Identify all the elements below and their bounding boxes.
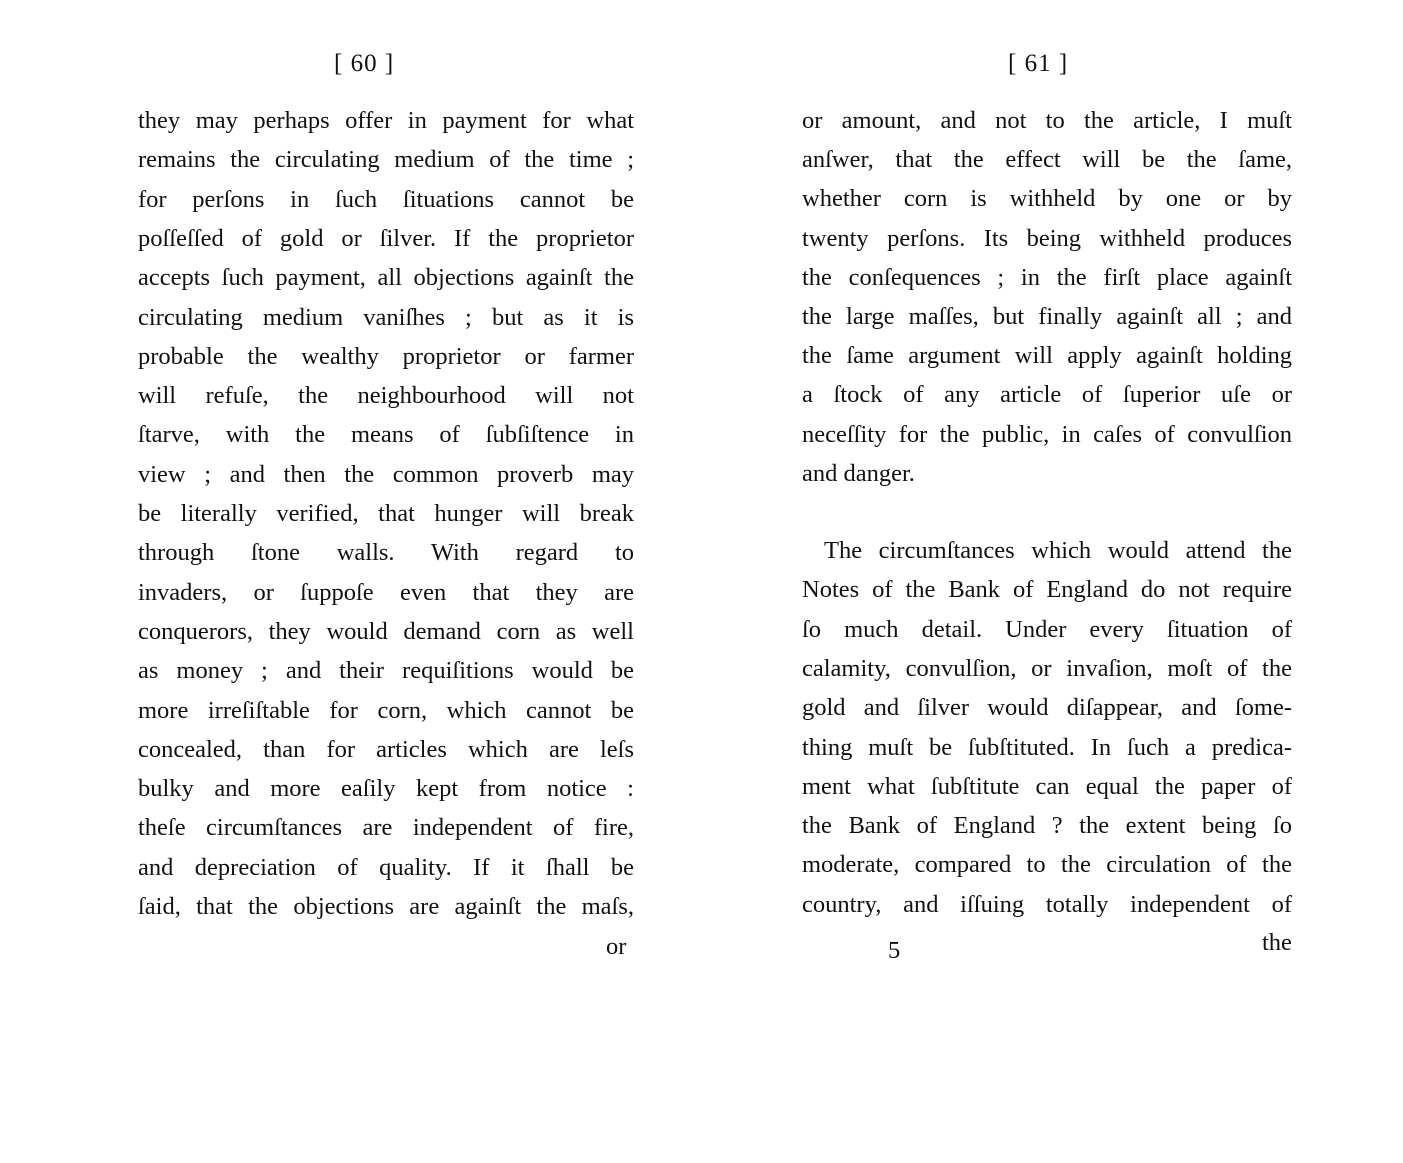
text-line: moderate, compared to the circulation of the [802, 851, 1292, 879]
text-line: ment what ſubſtitute can equal the paper of [802, 772, 1292, 800]
catchword: the [1262, 929, 1292, 956]
text-line: more irreſiſtable for corn, which cannot be [138, 696, 634, 724]
text-line: whether corn is withheld by one or by [802, 185, 1292, 213]
text-line: conquerors, they would demand corn as well [138, 617, 634, 645]
text-line: the ſame argument will apply againſt holding [802, 342, 1292, 370]
right-page [700, 0, 1403, 1163]
text-line: will refuſe, the neighbourhood will not [138, 382, 634, 410]
text-line: twenty perſons. Its being withheld produces [802, 224, 1292, 252]
page-number-header: [ 60 ] [334, 50, 395, 77]
text-line: through ſtone walls. With regard to [138, 539, 634, 567]
catchword: or [606, 933, 627, 960]
text-line: anſwer, that the effect will be the ſame, [802, 146, 1292, 174]
text-line: neceſſity for the public, in caſes of convulſion [802, 420, 1292, 448]
text-line: and depreciation of quality. If it ſhall be [138, 853, 634, 881]
signature-mark: 5 [888, 937, 901, 964]
text-line: invaders, or ſuppoſe even that they are [138, 578, 634, 606]
text-line: Notes of the Bank of England do not require [802, 576, 1292, 604]
text-line: the large maſſes, but finally againſt all ; and [802, 303, 1292, 330]
text-line: accepts ſuch payment, all objections againſt the [138, 264, 634, 292]
text-line: gold and ſilver would diſappear, and ſome- [802, 694, 1292, 722]
text-line: circulating medium vaniſhes ; but as it is [138, 303, 634, 331]
text-line: poſſeſſed of gold or ſilver. If the proprietor [138, 224, 634, 252]
text-line: theſe circumſtances are independent of fire, [138, 814, 634, 842]
text-line: a ſtock of any article of ſuperior uſe or [802, 381, 1292, 409]
text-line: calamity, convulſion, or invaſion, moſt of the [802, 654, 1292, 682]
text-line: the conſequences ; in the firſt place againſt [802, 263, 1292, 291]
text-line: the Bank of England ? the extent being ſo [802, 812, 1292, 840]
text-line: concealed, than for articles which are leſs [138, 735, 634, 763]
text-line: and danger. [802, 459, 915, 487]
text-line: country, and iſſuing totally independent of [802, 890, 1292, 918]
text-line: or amount, and not to the article, I muſt [802, 107, 1292, 134]
text-line: ſaid, that the objections are againſt the maſs, [138, 893, 634, 920]
text-line: ſo much detail. Under every ſituation of [802, 615, 1292, 643]
text-line: for perſons in ſuch ſituations cannot be [138, 185, 634, 213]
text-line: remains the circulating medium of the time ; [138, 146, 634, 174]
text-line: bulky and more eaſily kept from notice : [138, 775, 634, 803]
text-line: view ; and then the common proverb may [138, 460, 634, 488]
text-line: ſtarve, with the means of ſubſiſtence in [138, 421, 634, 449]
text-line: they may perhaps offer in payment for what [138, 107, 634, 134]
text-line: The circumſtances which would attend the [824, 537, 1292, 564]
page-number-header: [ 61 ] [1008, 50, 1069, 77]
text-line: probable the wealthy proprietor or farmer [138, 342, 634, 370]
text-line: thing muſt be ſubſtituted. In ſuch a predica- [802, 733, 1292, 761]
left-page [0, 0, 700, 1163]
text-line: as money ; and their requiſitions would be [138, 657, 634, 685]
text-line: be literally verified, that hunger will break [138, 500, 634, 527]
